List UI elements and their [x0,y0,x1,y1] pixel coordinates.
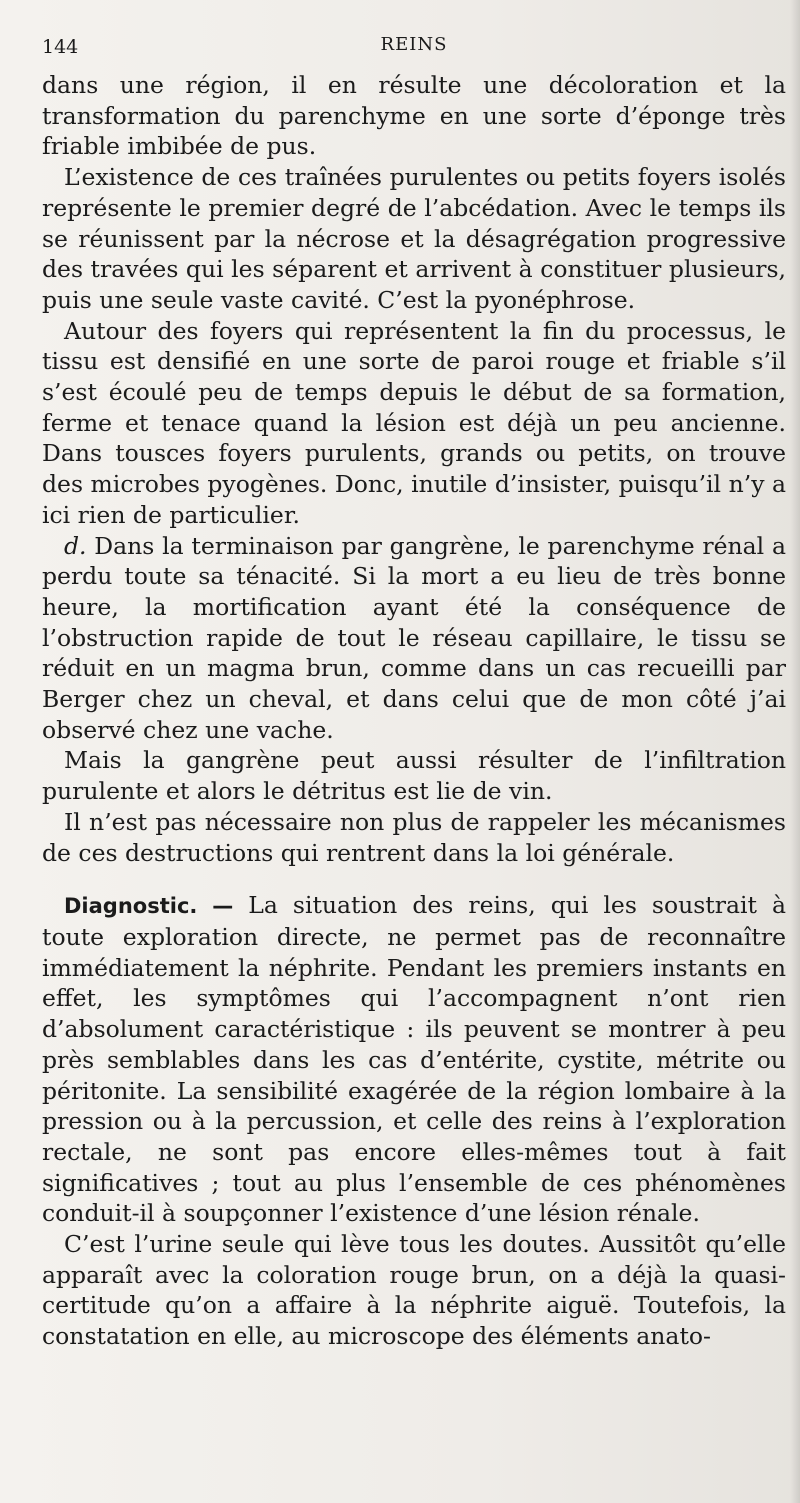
paragraph-4 [42,531,786,746]
page-header [42,34,786,64]
paragraph-diagnostic-text: La situation des reins, qui les soustrait à toute exploration directe, ne permet pas de reconnaître immédiatement la néphrite. Pendant les premiers instants en effet, les symptômes qui l’accompagnent n’ont rien d’absolument caractéristique : ils peuvent se montrer à peu près semblables dans les cas d’entérite, cystite, métrite ou péritonite. La sensibilité exagérée de la région lombaire à la pression ou à la percussion, et celle des reins à l’exploration rectale, ne sont pas encore elles-mêmes tout à fait significatives ; tout au plus l’ensemble de ces phénomènes conduit-il à soupçonner l’existence d’une lésion rénale. [42,891,786,1228]
section-heading: Diagnostic. — [64,894,234,919]
paragraph-8: C’est l’urine seule qui lève tous les doutes. Aussitôt qu’elle apparaît avec la coloration rouge brun, on a déjà la quasi-certitude qu’on a affaire à la néphrite aiguë. Toutefois, la constatation en elle, au microscope des éléments anato- [42,1230,786,1351]
list-marker: d. [64,531,87,560]
paragraph-4-text: Dans la terminaison par gangrène, le parenchyme rénal a perdu toute sa ténacité. Si la mort a eu lieu de très bonne heure, la mortification ayant été la conséquence de l’obstruction rapide de tout le réseau capillaire, le tissu se réduit en un magma brun, comme dans un cas recueilli par Berger chez un cheval, et dans celui que de mon côté j’ai observé chez une vache. [42,531,786,744]
running-head: REINS [380,34,448,55]
section-gap [42,868,786,890]
page-number: 144 [42,36,79,58]
paragraph-2: L’existence de ces traînées purulentes ou petits foyers isolés représente le premier degré de l’abcédation. Avec le temps ils se réunissent par la nécrose et la désagrégation progressive des travées qui les séparent et arrivent à constituer plusieurs, puis une seule vaste cavité. C’est la pyonéphrose. [42,163,786,314]
paragraph-3: Autour des foyers qui représentent la fin du processus, le tissu est densifié en une sorte de paroi rouge et friable s’il s’est écoulé peu de temps depuis le début de sa formation, ferme et tenace quand la lésion est déjà un peu ancienne. Dans tousces foyers purulents, grands ou petits, on trouve des microbes pyogènes. Donc, inutile d’insister, puisqu’il n’y a ici rien de particulier. [42,316,786,529]
body-text [42,70,786,1352]
paragraph-5: Mais la gangrène peut aussi résulter de l’infiltration purulente et alors le détritus est lie de vin. [42,746,786,806]
page-edge-shadow [790,0,800,1503]
paragraph-6: Il n’est pas nécessaire non plus de rappeler les mécanismes de ces destructions qui rentrent dans la loi générale. [42,807,786,867]
paragraph-1: dans une région, il en résulte une décoloration et la transformation du parenchyme en une sorte d’éponge très friable imbibée de pus. [42,71,786,161]
paragraph-diagnostic [42,890,786,1229]
